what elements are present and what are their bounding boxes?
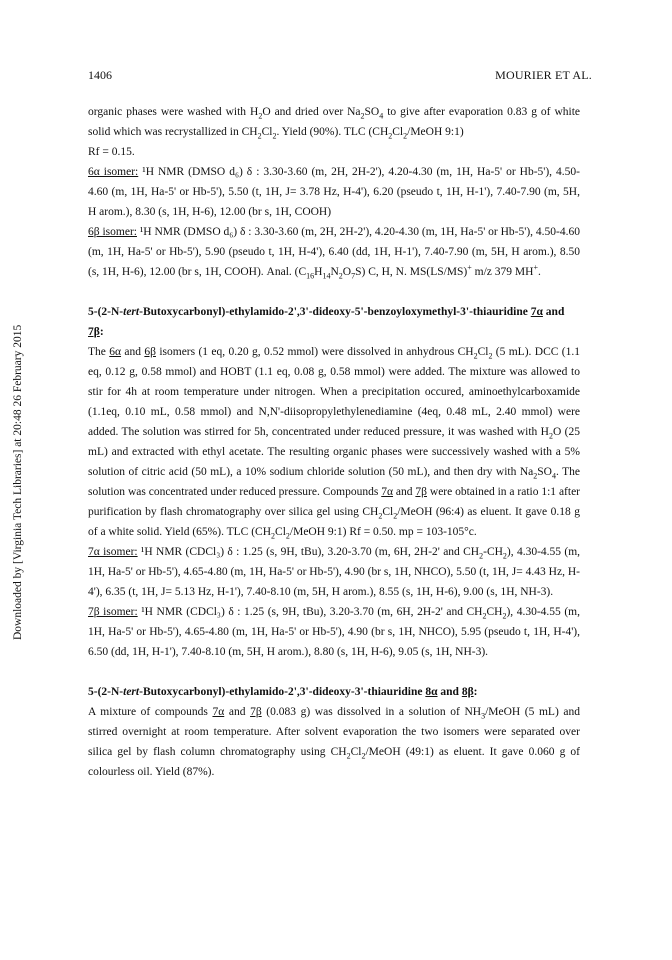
superscript: + [533,263,538,273]
download-watermark: Downloaded by [Virginia Tech Libraries] at 20:48 26 February 2015 [12,324,24,640]
procedure-paragraph-8 [88,702,580,782]
text-run: organic phases were washed with H [88,106,259,118]
nmr-6beta [88,222,580,282]
compound-ref: 7α [212,706,225,718]
subscript: 2 [360,111,365,121]
subscript: 2 [378,511,383,521]
subscript: 2 [548,431,553,441]
superscript: + [467,263,472,273]
nmr-6alpha [88,162,580,222]
subscript: 2 [403,131,408,141]
spacer [88,282,580,302]
subscript: 2 [479,551,484,561]
text-run: Cl [350,746,362,758]
nmr-7beta [88,602,580,662]
subscript: 2 [271,531,276,541]
text-run: S) C, H, N. MS(LS/MS) [355,266,468,278]
text-run: and [224,706,251,718]
subscript: 2 [361,751,366,761]
heading-text: and [437,686,462,698]
text-run: . [537,266,541,278]
article-body [88,102,580,782]
subscript: 2 [257,131,262,141]
text-run: Cl [382,506,394,518]
heading-text: : [473,686,478,698]
nmr-text: ¹H NMR (CDCl₃) δ : 1.25 (s, 9H, tBu), 3.20-3.70 (m, 6H, 2H-2' and CH [137,606,483,618]
nmr-text: ¹H NMR (DMSO d₆) δ : 3.30-3.60 (m, 2H, 2H-2'), 4.20-4.30 (m, 1H, Ha-5' or Hb-5'), 4.50-4.60 (m, 1H, Ha-5' or Hb-5'), 5.90 (pseudo t, 1H, H-4'), 6.40 (dd, 1H, H-1'), 7.40-7.90 (m, 5H, H arom.), 8.50 (s, 1H, H-6), 12.00 (br s, 1H, COOH). Anal. (C [88,226,580,278]
subscript: 2 [502,611,507,621]
isomer-label: 7β isomer: [88,606,138,618]
subscript: 2 [272,131,277,141]
subscript: 3 [481,711,486,721]
text-run: Cl [392,126,404,138]
subscript: 2 [346,751,351,761]
subscript: 2 [388,131,393,141]
text-run: A mixture of compounds [88,706,213,718]
compound-ref: 7α [530,306,543,318]
text-run: N [330,266,339,278]
heading-text: 5-(2-N- [88,686,124,698]
compound-ref: 8β [461,686,474,698]
text-run: -CH [483,546,503,558]
subscript: 2 [533,471,538,481]
compound-ref: 8α [425,686,438,698]
text-run: /MeOH 9:1) Rf = 0.50. mp = 103-105°c. [289,526,477,538]
text-run: Cl [477,346,489,358]
text-run: ), 4.30-4.55 (m, 1H, Ha-5' or Hb-5'), 4.65-4.80 (m, 1H, Ha-5' or Hb-5'), 4.90 (br s, 1H, NHCO), 5.50 (t, 1H, J= 4.43 Hz, H-4'), 6.35 (t, 1H, J= 5.13 Hz, H-1'), 7.40-8.10 (m, 5H, H arom.), 8.55 (s, 1H, H-6), 9.00 (s, 1H, NH-3). [88,546,581,598]
nmr-text: ¹H NMR (CDCl₃) δ : 1.25 (s, 9H, tBu), 3.20-3.70 (m, 6H, 2H-2' and CH [137,546,480,558]
text-run: /MeOH (5 mL) and stirred overnight at room temperature. After solvent evaporation the two isomers were separated over silica gel by flash column chromatography using CH [88,706,580,758]
text-run: (0.083 g) was dissolved in a solution of NH [261,706,482,718]
subscript: 4 [551,471,556,481]
compound-ref: 7β [250,706,262,718]
subscript: 2 [285,531,290,541]
nmr-text: ¹H NMR (DMSO d₆) δ : 3.30-3.60 (m, 2H, 2H-2'), 4.20-4.30 (m, 1H, Ha-5' or Hb-5'), 4.50-4.60 (m, 1H, Ha-5' or Hb-5'), 5.50 (t, 1H, J= 3.78 Hz, H-4'), 6.20 (pseudo t, 1H, H-1'), 7.40-7.90 (m, 5H, H arom.), 8.30 (s, 1H, H-6), 12.00 (br s, 1H, COOH) [88,166,580,218]
heading-italic: tert [123,306,140,318]
section-heading-7 [88,302,580,342]
compound-ref: 6β [144,346,156,358]
isomer-label: 6α isomer: [88,166,139,178]
text-run: O [342,266,352,278]
text-run: CH [486,606,503,618]
text-run: and [121,346,145,358]
text-run: /MeOH (96:4) as eluent. It gave 0.18 g of a white solid. Yield (65%). TLC (CH [88,506,580,538]
section-heading-8 [88,682,580,702]
text-run: /MeOH 9:1) [407,126,464,138]
text-run: /MeOH (49:1) as eluent. It gave 0.060 g of colourless oil. Yield (87%). [88,746,580,778]
compound-ref: 7β [415,486,427,498]
compound-ref: 7α [381,486,394,498]
text-run: SO [364,106,380,118]
subscript: 7 [351,271,356,281]
text-run: to give after evaporation 0.83 g of white solid which was recrystallized in CH [88,106,580,138]
text-run: ), 4.30-4.55 (m, 1H, Ha-5' or Hb-5'), 4.65-4.80 (m, 1H, Ha-5' or Hb-5'), 4.90 (br s, 1H, NHCO), 5.95 (pseudo t, 1H, H-4'), 6.50 (dd, 1H, H-1'), 7.40-8.10 (m, 5H, H arom.), 8.80 (s, 1H, H-6), 9.05 (s, 1H, NH-3). [88,606,581,658]
isomer-label: 6β isomer: [88,226,137,238]
subscript: 16 [306,271,315,281]
rf-value: Rf = 0.15. [88,146,135,158]
text-run: (5 mL). DCC (1.1 eq, 0.12 g, 0.58 mmol) and HOBT (1.1 eq, 0.08 g, 0.58 mmol) were added. The mixture was allowed to stir for 4h at room temperature under nitrogen. When a precipitation occured, aminoethylcarboxamide (1.1eq, 0.10 mL, 0.58 mmol) and N,N'-diisopropylethylenediamine (4eq, 0.48 mL, 2.40 mmol) were added. The solution was stirred for 5h, concentrated under reduced pressure, it was washed with H [88,346,580,438]
subscript: 2 [258,111,263,121]
text-run: isomers (1 eq, 0.20 g, 0.52 mmol) were dissolved in anhydrous CH [155,346,474,358]
subscript: 2 [502,551,507,561]
text-run: . The solution was concentrated under reduced pressure. Compounds [88,466,580,498]
heading-text: -Butoxycarbonyl)-ethylamido-2',3'-dideoxy-5'-benzoyloxymethyl-3'-thiauridine [139,306,531,318]
compound-ref: 7β [88,326,100,338]
isomer-label: 7α isomer: [88,546,138,558]
text-run: H [314,266,323,278]
workup-paragraph [88,102,580,162]
text-run: m/z 379 MH [471,266,534,278]
text-run: The [88,346,110,358]
subscript: 2 [488,351,493,361]
nmr-7alpha [88,542,580,602]
heading-text: : [99,326,104,338]
compound-ref: 6α [109,346,122,358]
text-run: Cl [261,126,273,138]
text-run: O and dried over Na [262,106,361,118]
procedure-paragraph-7 [88,342,580,542]
text-run: were obtained in a ratio 1:1 after purification by flash chromatography over silica gel using CH [88,486,581,518]
heading-text: and [542,306,565,318]
subscript: 2 [393,511,398,521]
heading-italic: tert [123,686,140,698]
text-run: Cl [275,526,286,538]
text-run: SO [537,466,552,478]
subscript: 2 [473,351,478,361]
text-run: and [393,486,416,498]
subscript: 2 [338,271,343,281]
text-run: O (25 mL) and extracted with ethyl acetate. The resulting organic phases were successively washed with a 5% solution of citric acid (50 mL), a 10% sodium chloride solution (50 mL), and then dry with Na [88,426,580,478]
spacer [88,662,580,682]
subscript: 2 [482,611,487,621]
text-run: . Yield (90%). TLC (CH [276,126,389,138]
subscript: 14 [322,271,331,281]
heading-text: -Butoxycarbonyl)-ethylamido-2',3'-dideoxy-3'-thiauridine [139,686,426,698]
heading-text: 5-(2-N- [88,306,124,318]
subscript: 4 [379,111,384,121]
page-number: 1406 [88,68,112,82]
running-title: MOURIER ET AL. [495,68,592,82]
